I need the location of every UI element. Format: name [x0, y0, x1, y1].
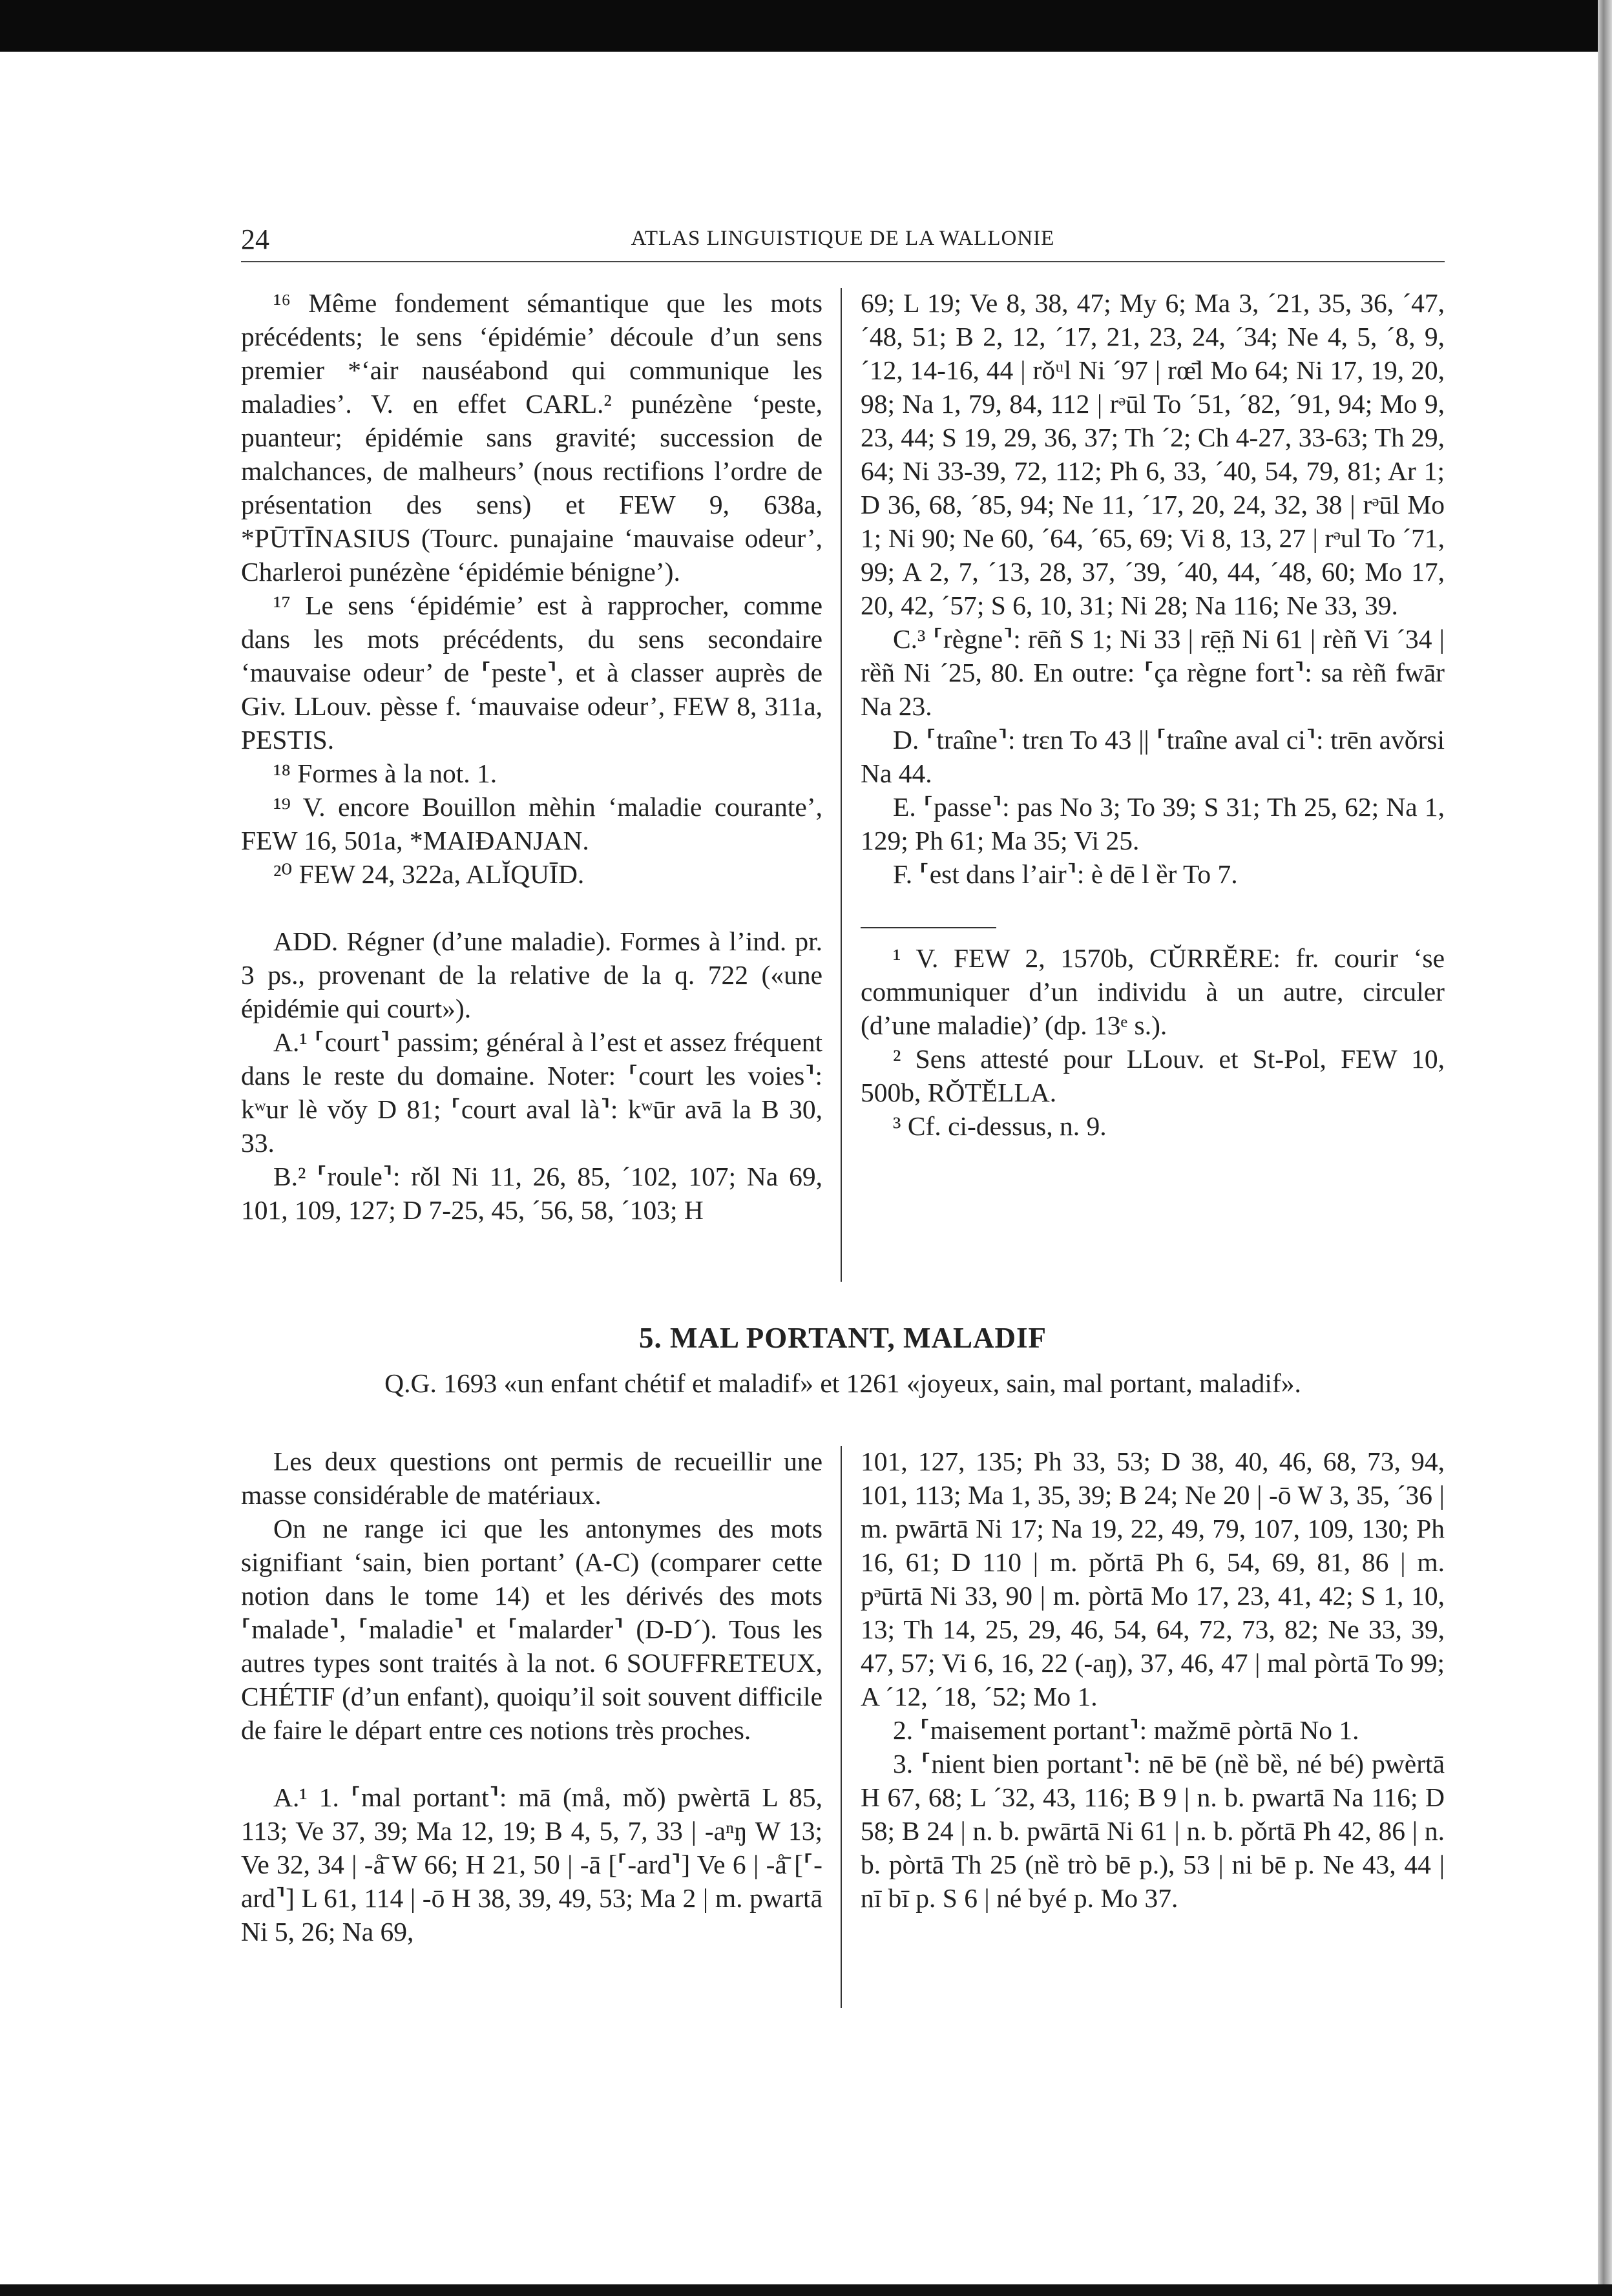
entry-d: D. ⸢traîne⸣: trɛn To 43 || ⸢traîne aval ci⸣: trēn avǒrsi Na 44.	[861, 725, 1445, 788]
top-left-column	[241, 286, 822, 1227]
scan-border-top	[0, 0, 1612, 52]
entry-a3: 3. ⸢nient bien portant⸣: nē bē (nȅ bȅ, né bé) pwèrtā H 67, 68; L ´32, 43, 116; B 9 | n. b. pwartā Na 116; D 58; B 24 | n. b. pwārtā Ni 61 | n. b. pǒrtā Ph 42, 86 | n. b. pòrtā Th 25 (nȅ trò bē p.), 53 | ni bē p. Ne 43, 44 | nī bī p. S 6 | né byé p. Mo 37.	[861, 1749, 1445, 1913]
entry-a1: A.¹ 1. ⸢mal portant⸣: mā (må, mǒ) pwèrtā L 85, 113; Ve 37, 39; Ma 12, 19; B 4, 5, 7, 33 | -aⁿŋ W 13; Ve 32, 34 | -å̄ W 66; H 21, 50 | -ā [⸢-ard⸣] Ve 6 | -å̄ [⸢-ard⸣] L 61, 114 | -ō H 38, 39, 49, 53; Ma 2 | m. pwartā Ni 5, 26; Na 69,	[241, 1782, 822, 1946]
section-title: 5. MAL PORTANT, MALADIF	[639, 1322, 1047, 1354]
add-paragraph: ADD. Régner (d’une maladie). Formes à l’ind. pr. 3 ps., provenant de la relative de la q. 722 («une épidémie qui court»).	[241, 926, 822, 1023]
intro-paragraph-2: On ne range ici que les antonymes des mots signifiant ‘sain, bien portant’ (A-C) (comparer cette notion dans le tome 14) et les dérivés des mots ⸢malade⸣, ⸢maladie⸣ et ⸢malarder⸣ (D-D´). Tous les autres types sont traités à la not. 6 SOUFFRETEUX, CHÉTIF (d’un enfant), quoiqu’il soit souvent difficile de faire le départ entre ces notions très proches.	[241, 1514, 822, 1745]
header-rule	[241, 261, 1445, 262]
footnote-19: ¹⁹ V. encore Bouillon mèhin ‘maladie courante’, FEW 16, 501a, *MAIÐANJAN.	[241, 792, 822, 855]
scan-border-bottom	[0, 2284, 1612, 2296]
bottom-left-column	[241, 1445, 822, 1948]
entry-c: C.³ ⸢règne⸣: rēñ S 1; Ni 33 | rē̤ñ Ni 61 | rèñ Vi ´34 | rȅñ Ni ´25, 80. En outre: ⸢ça règne fort⸣: sa rèñ fwār Na 23.	[861, 624, 1445, 721]
footnote-20: ²⁰ FEW 24, 322a, ALĬQUĪD.	[273, 859, 585, 889]
scan-border-right	[1598, 0, 1612, 2296]
column-divider-top	[841, 288, 842, 1282]
entry-f: F. ⸢est dans l’air⸣: è dē l ȅr To 7.	[893, 859, 1238, 889]
section-subtitle: Q.G. 1693 «un enfant chétif et maladif» et 1261 «joyeux, sain, mal portant, maladif».	[384, 1368, 1301, 1398]
page-number: 24	[241, 224, 269, 255]
top-right-column	[861, 286, 1445, 1143]
entry-b-continued: 69; L 19; Ve 8, 38, 47; My 6; Ma 3, ´21, 35, 36, ´47, ´48, 51; B 2, 12, ´17, 21, 23, 24, ´34; Ne 4, 5, ´8, 9, ´12, 14-16, 44 | rǒᵘl Ni ´97 | rœ̄l Mo 64; Ni 17, 19, 20, 98; Na 1, 79, 84, 112 | rᵊūl To ´51, ´82, ´91, 94; Mo 9, 23, 44; S 19, 29, 36, 37; Th ´2; Ch 4-27, 33-63; Th 29, 64; Ni 33-39, 72, 112; Ph 6, 33, ´40, 54, 79, 81; Ar 1; D 36, 68, ´85, 94; Ne 11, ´17, 20, 24, 32, 38 | rᵊūl Mo 1; Ni 90; Ne 60, ´64, ´65, 69; Vi 8, 13, 27 | rᵊul To ´71, 99; A 2, 7, ´13, 28, 37, ´39, ´40, 44, ´48, 60; Mo 17, 20, 42, ´57; S 6, 10, 31; Ni 28; Na 116; Ne 33, 39.	[861, 288, 1445, 620]
footnote-2: ² Sens attesté pour LLouv. et St-Pol, FEW 10, 500b, RŎTĔLLA.	[861, 1044, 1445, 1107]
entry-e: E. ⸢passe⸣: pas No 3; To 39; S 31; Th 25, 62; Na 1, 129; Ph 61; Ma 35; Vi 25.	[861, 792, 1445, 855]
intro-paragraph-1: Les deux questions ont permis de recueillir une masse considérable de matériaux.	[241, 1446, 822, 1510]
footnote-rule	[861, 927, 996, 928]
footnote-3: ³ Cf. ci-dessus, n. 9.	[893, 1111, 1107, 1141]
entry-b: B.² ⸢roule⸣: rǒl Ni 11, 26, 85, ´102, 107; Na 69, 101, 109, 127; D 7-25, 45, ´56, 58, ´103; H	[241, 1162, 822, 1225]
footnote-17: ¹⁷ Le sens ‘épidémie’ est à rapprocher, comme dans les mots précédents, du sens secondaire ‘mauvaise odeur’ de ⸢peste⸣, et à classer auprès de Giv. LLouv. pèsse f. ‘mauvaise odeur’, FEW 8, 311a, PESTIS.	[241, 590, 822, 755]
bottom-right-column	[861, 1445, 1445, 1915]
running-title: ATLAS LINGUISTIQUE DE LA WALLONIE	[631, 227, 1055, 250]
entry-a2: 2. ⸢maisement portant⸣: mažmē pòrtā No 1.	[893, 1715, 1359, 1745]
entry-a1-continued: 101, 127, 135; Ph 33, 53; D 38, 40, 46, 68, 73, 94, 101, 113; Ma 1, 35, 39; B 24; Ne 20 | -ō W 3, 35, ´36 | m. pwārtā Ni 17; Na 19, 22, 49, 79, 107, 109, 130; Ph 16, 61; D 110 | m. pǒrtā Ph 6, 54, 69, 81, 86 | m. pᵊūrtā Ni 33, 90 | m. pòrtā Mo 17, 23, 41, 42; S 1, 10, 13; Th 14, 25, 29, 46, 54, 64, 72, 73, 82; Ne 33, 39, 47, 57; Vi 6, 16, 22 (-aŋ), 37, 46, 47 | mal pòrtā To 99; A ´12, ´18, ´52; Mo 1.	[861, 1446, 1445, 1711]
footnote-1: ¹ V. FEW 2, 1570b, CŬRRĔRE: fr. courir ‘se communiquer d’un individu à un autre, circuler (d’une maladie)’ (dp. 13ᵉ s.).	[861, 943, 1445, 1040]
entry-a: A.¹ ⸢court⸣ passim; général à l’est et assez fréquent dans le reste du domaine. Noter: ⸢court les voies⸣: kʷur lè vǒy D 81; ⸢court aval là⸣: kʷūr avā la B 30, 33.	[241, 1027, 822, 1158]
footnote-16: ¹⁶ Même fondement sémantique que les mots précédents; le sens ‘épidémie’ découle d’un sens premier *‘air nauséabond qui communique les maladies’. V. en effet CARL.² punézène ‘peste, puanteur; épidémie sans gravité; succession de malchances, de malheurs’ (nous rectifions l’ordre de présentation des sens) et FEW 9, 638a, *PŪTĪNASIUS (Tourc. punajaine ‘mauvaise odeur’, Charleroi punézène ‘épidémie bénigne’).	[241, 288, 822, 587]
page-header	[241, 223, 1445, 260]
column-divider-bottom	[841, 1446, 842, 2008]
footnote-18: ¹⁸ Formes à la not. 1.	[273, 758, 497, 788]
